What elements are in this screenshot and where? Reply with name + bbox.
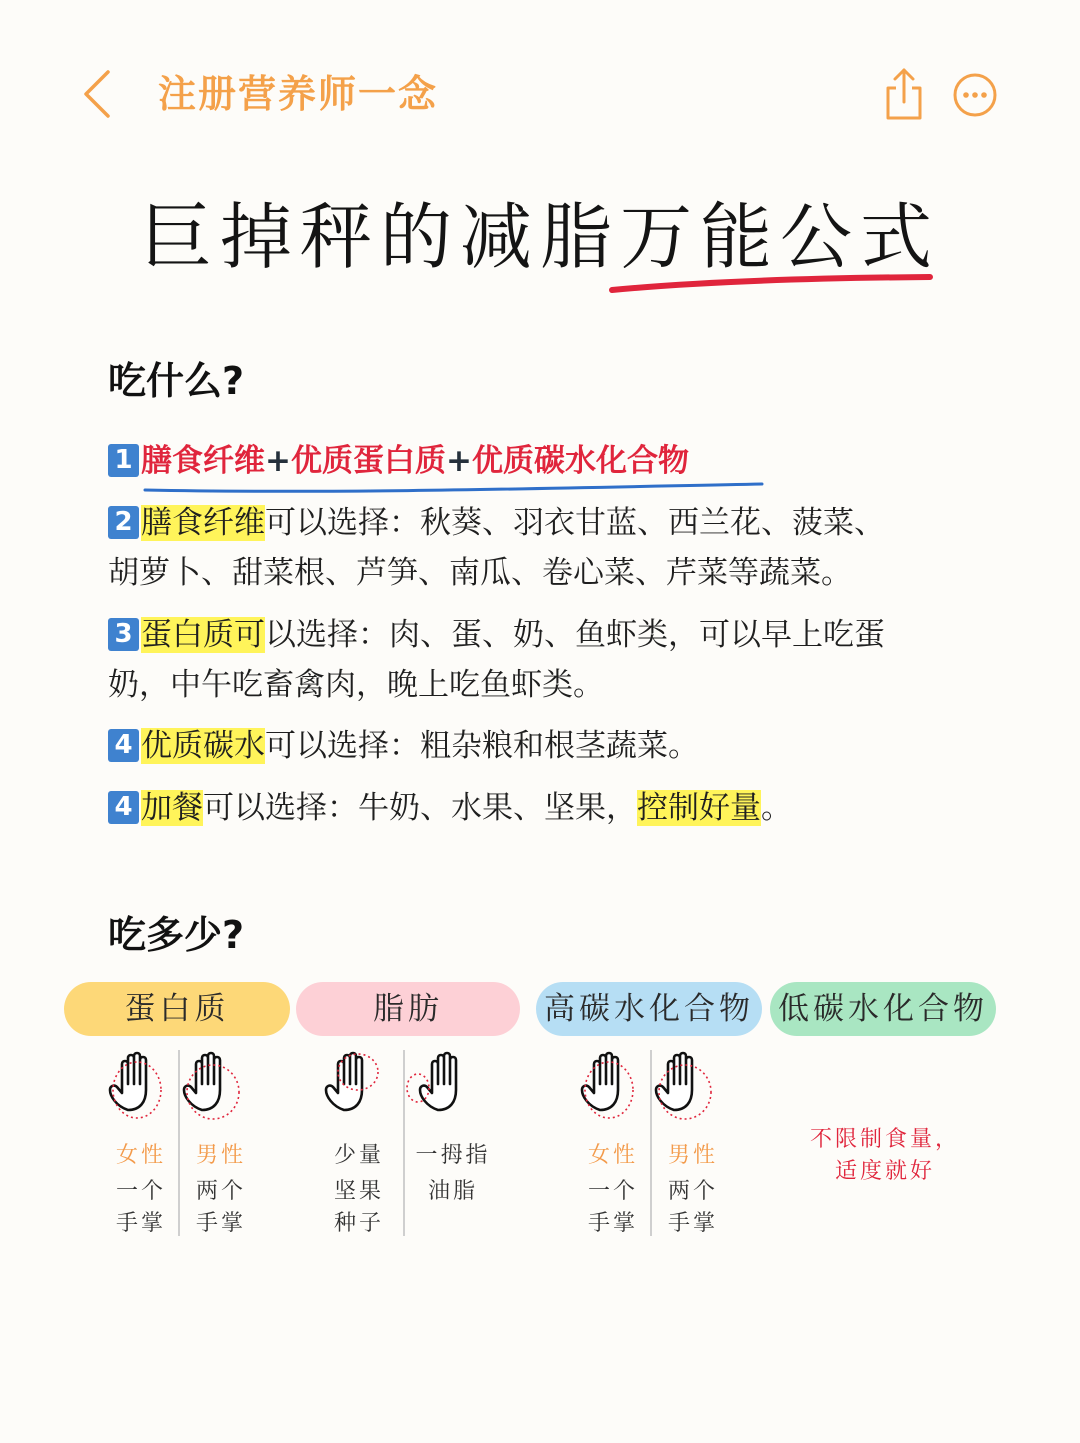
amount-label: 两个	[667, 1179, 718, 1204]
category-pill-protein: 蛋白质	[64, 982, 290, 1036]
list-item-4	[108, 721, 1008, 771]
formula-part: 优质蛋白质	[290, 443, 446, 479]
amount-label: 一拇指	[415, 1143, 491, 1168]
amount-label: 种子	[333, 1211, 384, 1236]
item-text: 可以选择：粗杂粮和根茎蔬菜。	[265, 728, 699, 764]
main-title: 巨掉秤的减脂万能公式	[139, 195, 940, 279]
amount-label: 一个	[587, 1179, 638, 1204]
item-text: 可以选择：秋葵、羽衣甘蓝、西兰花、菠菜、	[265, 505, 885, 541]
hand-palm-icon	[180, 1050, 244, 1122]
hand-palm-icon	[578, 1050, 642, 1122]
number-badge: 3	[108, 618, 139, 651]
list-item-3-cont: 奶，中午吃畜禽肉，晚上吃鱼虾类。	[108, 667, 604, 703]
highlight-text: 加餐	[141, 790, 203, 826]
list-item-2-cont: 胡萝卜、甜菜根、芦笋、南瓜、卷心菜、芹菜等蔬菜。	[108, 555, 852, 591]
chevron-left-icon[interactable]	[78, 66, 118, 122]
amount-label: 手掌	[115, 1211, 166, 1236]
number-badge: 1	[108, 444, 139, 477]
list-item-5	[108, 783, 1008, 833]
highlight-text: 控制好量	[637, 790, 761, 826]
gender-label-female: 女性	[587, 1143, 638, 1168]
section-heading-what: 吃什么?	[108, 359, 245, 403]
amount-label: 手掌	[667, 1211, 718, 1236]
amount-label: 少量	[333, 1143, 384, 1168]
category-pill-fat: 脂肪	[296, 982, 520, 1036]
highlight-text: 蛋白质可	[141, 617, 265, 653]
hand-palm-icon	[322, 1050, 386, 1122]
amount-label: 油脂	[427, 1179, 478, 1204]
amount-label: 一个	[115, 1179, 166, 1204]
gender-label-female: 女性	[115, 1143, 166, 1168]
number-badge: 4	[108, 729, 139, 762]
share-icon[interactable]	[882, 66, 926, 122]
low-carb-note: 不限制食量，	[809, 1127, 960, 1152]
number-badge: 2	[108, 506, 139, 539]
amount-label: 手掌	[195, 1211, 246, 1236]
title-underline	[606, 268, 936, 298]
plus-sign: +	[265, 443, 291, 479]
low-carb-note: 适度就好	[834, 1159, 935, 1184]
highlight-text: 优质碳水	[141, 728, 265, 764]
amount-label: 手掌	[587, 1211, 638, 1236]
amount-label: 两个	[195, 1179, 246, 1204]
category-pill-low-carb: 低碳水化合物	[770, 982, 996, 1036]
gender-label-male: 男性	[667, 1143, 718, 1168]
item-text: 。	[761, 790, 792, 826]
header-title: 注册营养师一念	[158, 72, 439, 116]
category-pill-high-carb: 高碳水化合物	[536, 982, 762, 1036]
highlight-text: 膳食纤维	[141, 505, 265, 541]
more-icon[interactable]	[952, 72, 998, 118]
number-badge: 4	[108, 791, 139, 824]
amount-label: 坚果	[333, 1179, 384, 1204]
item-text: 可以选择：牛奶、水果、坚果，	[203, 790, 637, 826]
hand-palm-icon	[652, 1050, 716, 1122]
formula-part: 膳食纤维	[141, 443, 265, 479]
list-item-3	[108, 610, 1008, 660]
hand-palm-icon	[106, 1050, 170, 1122]
formula-part: 优质碳水化合物	[471, 443, 689, 479]
hand-palm-icon	[404, 1050, 468, 1122]
formula-underline	[142, 476, 766, 498]
plus-sign: +	[445, 443, 472, 479]
list-item-2	[108, 498, 1008, 548]
item-text: 以选择：肉、蛋、奶、鱼虾类，可以早上吃蛋	[265, 617, 885, 653]
gender-label-male: 男性	[195, 1143, 246, 1168]
section-heading-how-much: 吃多少?	[108, 913, 245, 957]
